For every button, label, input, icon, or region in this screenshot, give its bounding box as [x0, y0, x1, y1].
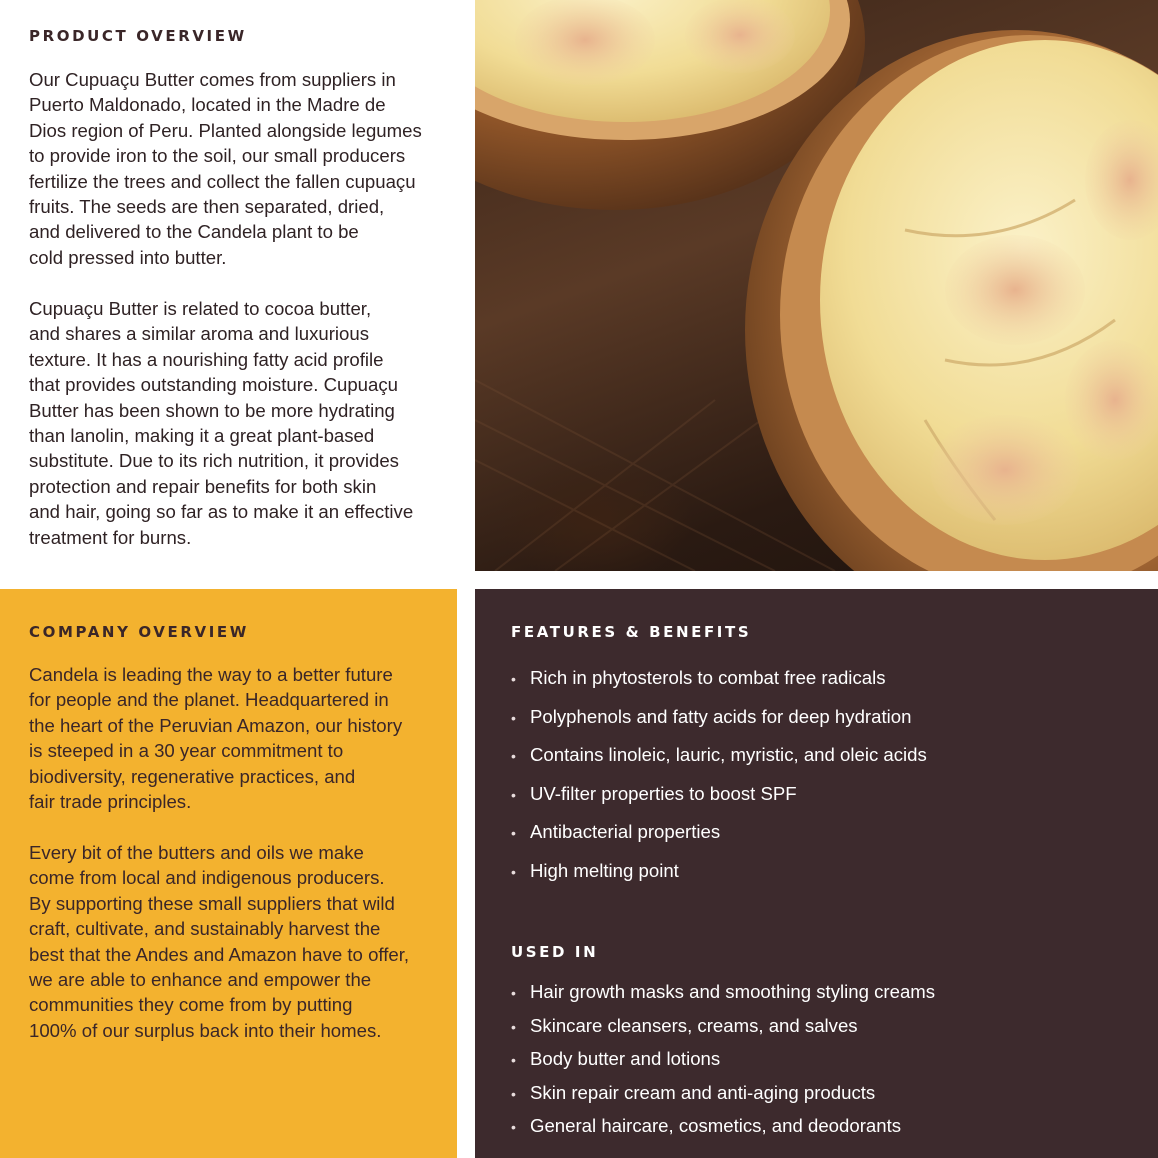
list-item [511, 1015, 935, 1049]
list-item [511, 1115, 935, 1149]
bullet-icon: • [511, 1018, 516, 1035]
used-in-text: General haircare, cosmetics, and deodorants [530, 1115, 902, 1137]
bullet-icon: • [511, 1085, 516, 1102]
feature-text: UV-filter properties to boost SPF [530, 782, 797, 804]
cupuacu-fruit-illustration [475, 0, 1158, 571]
used-in-text: Skin repair cream and anti-aging products [530, 1081, 876, 1103]
list-item [511, 821, 927, 860]
product-overview-paragraph-2: Cupuaçu Butter is related to cocoa butter, and shares a similar aroma and luxurious texture. It has a nourishing fatty acid profile that provides outstanding moisture. Cupuaçu Butter has been shown to be more hydrating than lanolin, making it a great plant-based substitute. Due to its rich nutrition, it provides protection and repair benefits for both skin and hair, going so far as to make it an effective treatment for burns. [29, 298, 414, 548]
bullet-icon: • [511, 786, 516, 803]
company-overview-heading: COMPANY OVERVIEW [29, 623, 249, 641]
used-in-heading: USED IN [511, 943, 599, 961]
bullet-icon: • [511, 671, 516, 687]
feature-text: Antibacterial properties [530, 821, 721, 842]
bullet-icon: • [511, 825, 516, 841]
list-item [511, 860, 927, 899]
list-item [511, 744, 927, 783]
product-overview-paragraph-1: Our Cupuaçu Butter comes from suppliers in Puerto Maldonado, located in the Madre de Dios region of Peru. Planted alongside legumes to provide iron to the soil, our small producers fertilize the trees and collect the fallen cupuaçu fruits. The seeds are then separated, dried, and delivered to the Candela plant to be cold pressed into butter. [29, 69, 422, 268]
bullet-icon: • [511, 748, 516, 764]
list-item [511, 783, 927, 822]
used-in-text: Hair growth masks and smoothing styling creams [530, 981, 936, 1002]
features-benefits-list [511, 667, 927, 898]
feature-text: Rich in phytosterols to combat free radicals [530, 667, 886, 688]
bullet-icon: • [511, 1119, 516, 1136]
bullet-icon: • [511, 985, 516, 1001]
used-in-text: Body butter and lotions [530, 1048, 721, 1070]
used-in-list [511, 981, 935, 1149]
list-item [511, 1048, 935, 1082]
list-item [511, 1082, 935, 1116]
company-overview-paragraph-2: Every bit of the butters and oils we make come from local and indigenous producers. By supporting these small suppliers that wild craft, cultivate, and sustainably harvest the best that the Andes and Amazon have to offer, we are able to enhance and empower the communities they come from by putting 100% of our surplus back into their homes. [29, 842, 410, 1041]
product-overview-heading: PRODUCT OVERVIEW [29, 27, 247, 45]
used-in-text: Skincare cleansers, creams, and salves [530, 1014, 858, 1036]
feature-text: High melting point [530, 859, 679, 881]
feature-text: Polyphenols and fatty acids for deep hydration [530, 705, 912, 727]
bullet-icon: • [511, 863, 516, 880]
feature-text: Contains linoleic, lauric, myristic, and oleic acids [530, 744, 927, 765]
bullet-icon: • [511, 1052, 516, 1069]
list-item [511, 667, 927, 706]
features-used-panel [475, 589, 1158, 1158]
features-benefits-heading: FEATURES & BENEFITS [511, 623, 752, 641]
cupuacu-fruit-photo [475, 0, 1158, 571]
list-item [511, 981, 935, 1015]
company-overview-paragraph-1: Candela is leading the way to a better future for people and the planet. Headquartered in the heart of the Peruvian Amazon, our history is steeped in a 30 year commitment to biodiversity, regenerative practices, and fair trade principles. [29, 664, 403, 813]
list-item [511, 706, 927, 745]
company-overview-section [0, 589, 457, 1158]
product-overview-section [0, 0, 475, 571]
bullet-icon: • [511, 709, 516, 726]
